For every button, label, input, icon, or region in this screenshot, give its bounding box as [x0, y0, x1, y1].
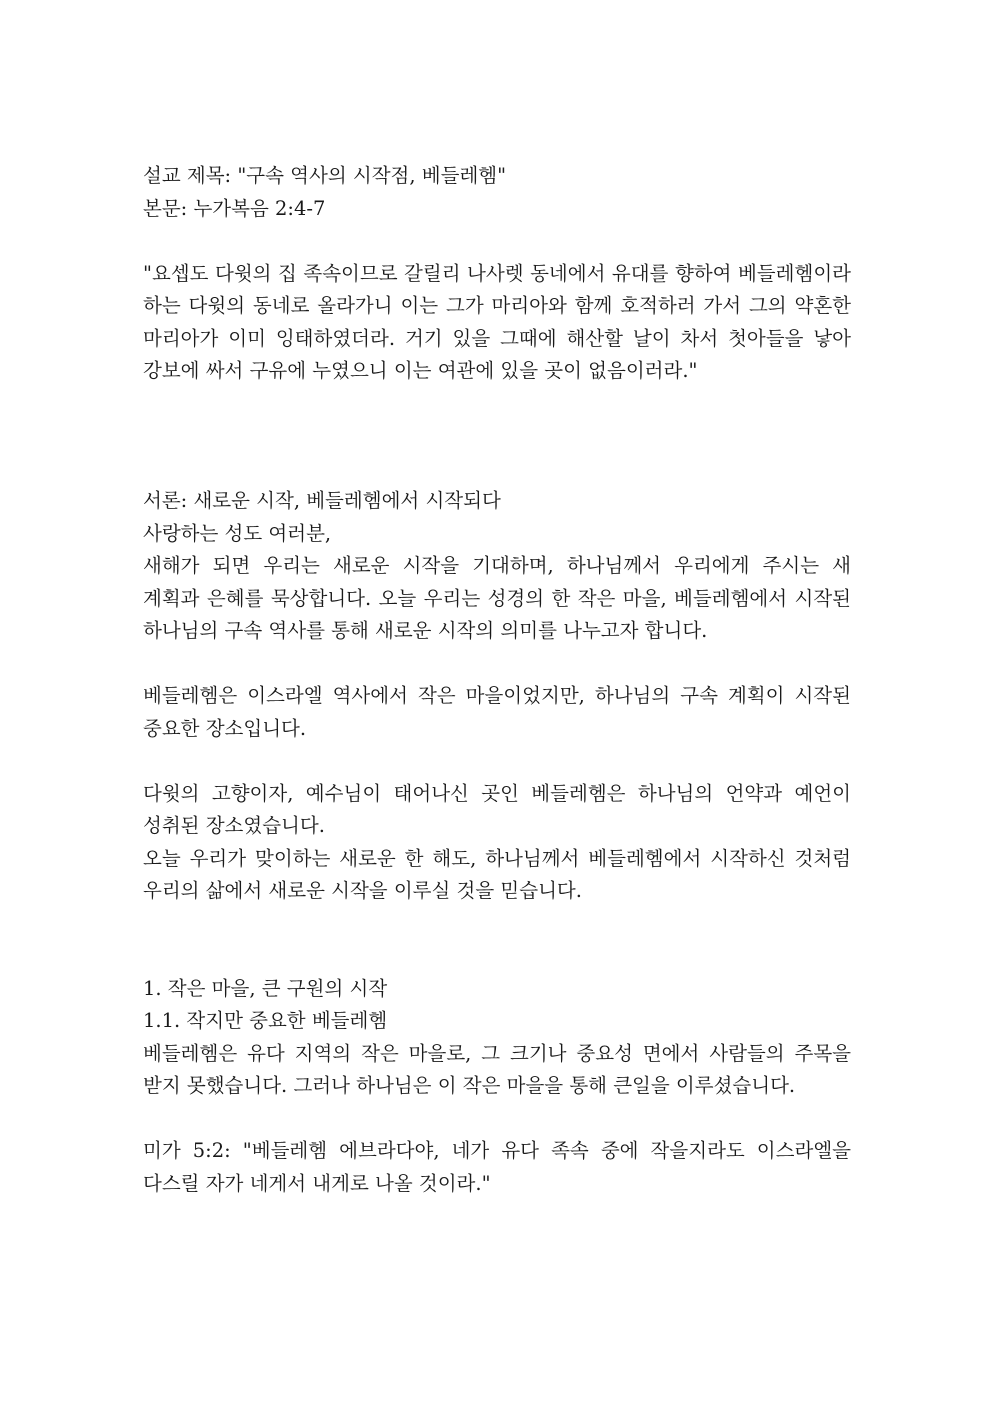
sermon-title: 설교 제목: "구속 역사의 시작점, 베들레헴" — [143, 164, 507, 187]
scripture-reference: 본문: 누가복음 2:4-7 — [143, 196, 326, 220]
intro-paragraph: 오늘 우리가 맞이하는 새로운 한 해도, 하나님께서 베들레헴에서 시작하신 것처럼 우리의 삶에서 새로운 시작을 이루실 것을 믿습니다. — [143, 846, 851, 902]
scripture-quote: 미가 5:2: "베들레헴 에브라다야, 네가 유다 족속 중에 작을지라도 이스라엘을 다스릴 자가 네게서 내게로 나올 것이라." — [143, 1139, 851, 1195]
document-page — [143, 160, 851, 1200]
intro-paragraph: 베들레헴은 이스라엘 역사에서 작은 마을이었지만, 하나님의 구속 계획이 시작된 중요한 장소입니다. — [143, 684, 851, 740]
spacer — [143, 908, 851, 973]
spacer — [143, 1103, 851, 1136]
spacer — [143, 745, 851, 778]
section-paragraph: 베들레헴은 유다 지역의 작은 마을로, 그 크기나 중요성 면에서 사람들의 주목을 받지 못했습니다. 그러나 하나님은 이 작은 마을을 통해 큰일을 이루셨습니다. — [143, 1041, 851, 1097]
intro-paragraph: 다윗의 고향이자, 예수님이 태어나신 곳인 베들레헴은 하나님의 언약과 예언이 성취된 장소였습니다. — [143, 781, 851, 837]
section-heading: 1. 작은 마을, 큰 구원의 시작 — [143, 976, 388, 1000]
intro-paragraph: 새해가 되면 우리는 새로운 시작을 기대하며, 하나님께서 우리에게 주시는 새 계획과 은혜를 묵상합니다. 오늘 우리는 성경의 한 작은 마을, 베들레헴에서 시작된 하나님의 구속 역사를 통해 새로운 시작의 의미를 나누고자 합니다. — [143, 554, 851, 642]
spacer — [143, 225, 851, 258]
section-subheading: 1.1. 작지만 중요한 베들레헴 — [143, 1009, 388, 1032]
intro-heading: 서론: 새로운 시작, 베들레헴에서 시작되다 — [143, 489, 501, 512]
spacer — [143, 648, 851, 681]
intro-greeting: 사랑하는 성도 여러분, — [143, 521, 332, 545]
spacer — [143, 388, 851, 486]
scripture-text: "요셉도 다윗의 집 족속이므로 갈릴리 나사렛 동네에서 유대를 향하여 베들레헴이라 하는 다윗의 동네로 올라가니 이는 그가 마리아와 함께 호적하러 가서 그의 약혼한 마리아가 이미 잉태하였더라. 거기 있을 그때에 해산할 날이 차서 첫아들을 낳아 강보에 싸서 구유에 누였으니 이는 여관에 있을 곳이 없음이러라." — [143, 261, 851, 382]
